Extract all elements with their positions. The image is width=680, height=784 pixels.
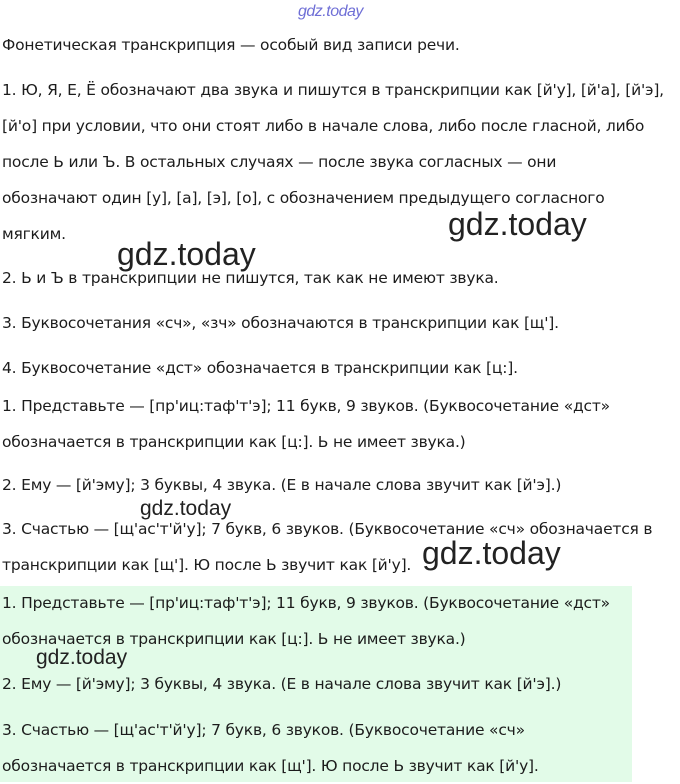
answer-2: 2. Ему — [й'эму]; 3 буквы, 4 звука. (Е в начале слова звучит как [й'э].) [2, 476, 562, 494]
answer-3-line: транскрипции как [щ']. Ю после Ь звучит как [й'у]. [2, 556, 412, 574]
answer-1-line: обозначается в транскрипции как [ц:]. Ь не имеет звука.) [2, 433, 466, 451]
rule-1-line: 1. Ю, Я, Е, Ё обозначают два звука и пишутся в транскрипции как [й'у], [й'а], [й'э], [2, 81, 664, 99]
answer-1-line: 1. Представьте — [пр'иц:таф'т'э]; 11 букв, 9 звуков. (Буквосочетание «дст» [2, 397, 610, 415]
watermark: gdz.today [117, 236, 256, 272]
watermark: gdz.today [422, 535, 561, 571]
watermark: gdz.today [140, 497, 232, 520]
highlighted-answer-1-line: 1. Представьте — [пр'иц:таф'т'э]; 11 букв, 9 звуков. (Буквосочетание «дст» [2, 594, 610, 612]
answer-1 [2, 388, 680, 460]
rule-2: 2. Ь и Ъ в транскрипции не пишутся, так как не имеют звука. [2, 269, 499, 287]
rule-1-line: [й'о] при условии, что они стоят либо в начале слова, либо после гласной, либо [2, 117, 645, 135]
answer-3-line: 3. Счастью — [щ'ас'т'й'у]; 7 букв, 6 звуков. (Буквосочетание «сч» обозначается в [2, 520, 653, 538]
rule-1-line: после Ь или Ъ. В остальных случаях — после звука согласных — они [2, 153, 557, 171]
highlighted-answer-3-line: 3. Счастью — [щ'ас'т'й'у]; 7 букв, 6 звуков. (Буквосочетание «сч» [2, 721, 525, 739]
rule-1-line: обозначают один [у], [а], [э], [о], с обозначением предыдущего согласного [2, 189, 605, 207]
watermark: gdz.today [448, 206, 587, 242]
intro-text: Фонетическая транскрипция — особый вид записи речи. [2, 36, 460, 54]
watermark: gdz.today [36, 646, 128, 669]
highlighted-answer-2: 2. Ему — [й'эму]; 3 буквы, 4 звука. (Е в начале слова звучит как [й'э].) [2, 675, 562, 693]
highlighted-answer-3-line: обозначается в транскрипции как [щ']. Ю после Ь звучит как [й'у]. [2, 757, 539, 775]
highlighted-answer-1-line: обозначается в транскрипции как [ц:]. Ь не имеет звука.) [2, 630, 466, 648]
answer-3 [2, 511, 680, 583]
rule-3: 3. Буквосочетания «сч», «зч» обозначаются в транскрипции как [щ']. [2, 314, 559, 332]
highlighted-answer-3 [2, 712, 680, 784]
watermark-logo-top: gdz.today [298, 3, 363, 20]
rule-1-line: мягким. [2, 225, 66, 243]
rule-4: 4. Буквосочетание «дст» обозначается в транскрипции как [ц:]. [2, 359, 518, 377]
